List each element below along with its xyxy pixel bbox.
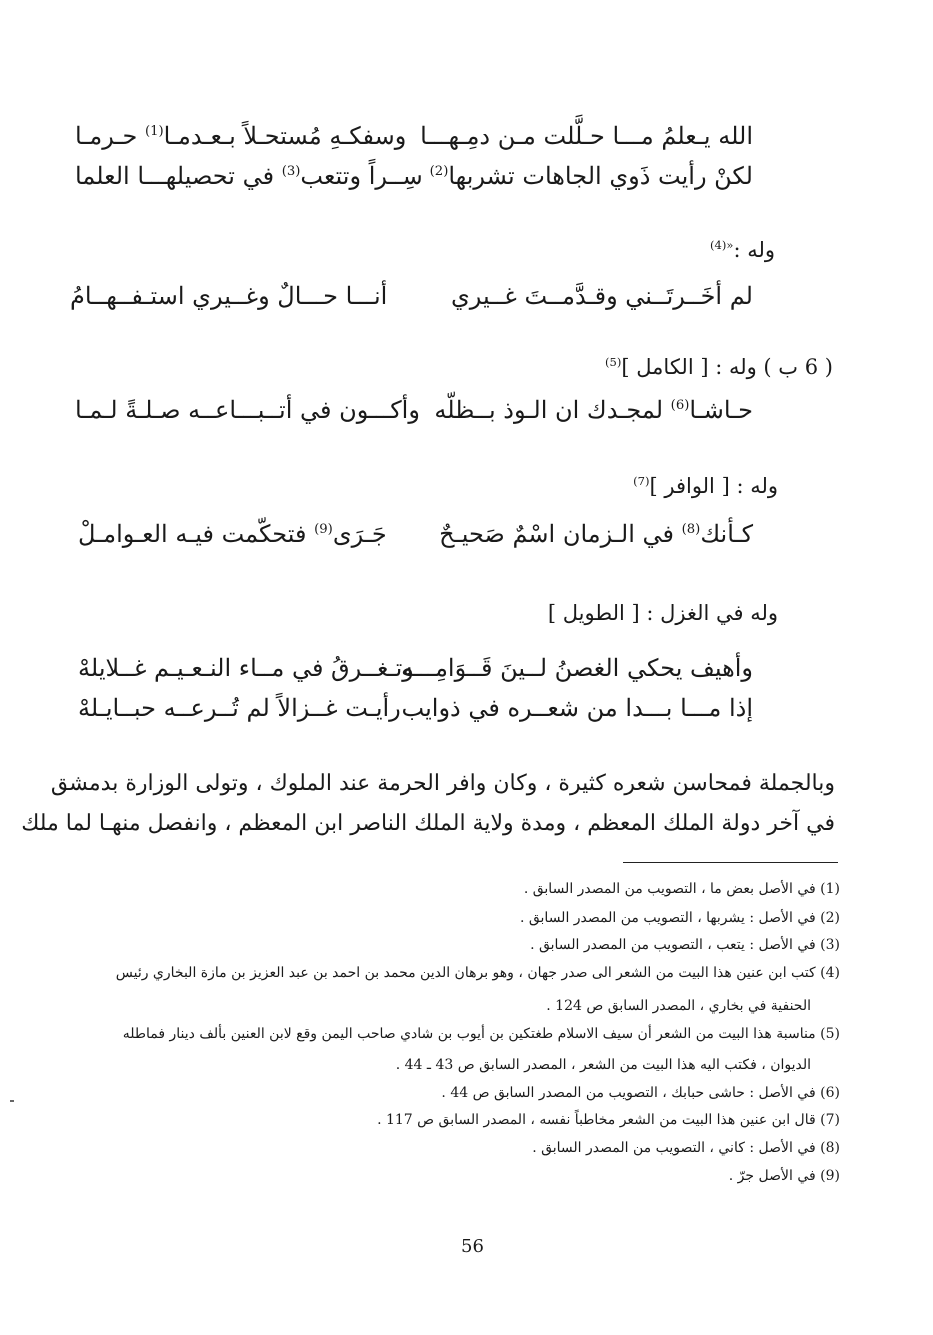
footnote-4: (4) كتب ابن عنين هذا البيت من الشعر الى صدر جهان ، وهو برهان الدين محمد بن احمد بن عبد العزيز بن مازة البخاري رئيس <box>115 965 840 981</box>
verse-6-left: وتـغــرقُ في مــاء النـعـيـم غــلايلهْ <box>78 654 414 682</box>
verse-7-left: رأيـت غــزالاً لم تُــرعــه حبــايـلهْ <box>78 694 401 722</box>
verse-3-left: أنـــا حـــالٌ وغــيري استـفــهــامُ <box>70 282 388 310</box>
verse-6-right: وأهيف يحكي الغصنُ لــينَ قَــوَامِـــه <box>401 654 753 682</box>
footnote-ref: (1) <box>144 124 164 139</box>
verse-1-left: وسفكـهِ مُستحـلاً بـعـدمـا$^{(1)}$ حـرمـا <box>75 122 407 150</box>
footnote-1: (1) في الأصل بعض ما ، التصويب من المصدر السابق . <box>523 881 840 897</box>
verse-5-right: كـأنك$^{(8)}$ في الـزمان اسْمٌ صَحيـحٌ <box>439 520 753 548</box>
scan-speck <box>10 1100 14 1102</box>
footnote-ref: (2) <box>429 164 449 179</box>
footnote-ref: «(4) <box>709 238 734 252</box>
poem-heading: ( 6 ب ) وله : [ الكامل ]$^{(5)}$ <box>605 355 833 379</box>
footnote-4-cont: الحنفية في بخاري ، المصدر السابق ص 124 . <box>546 998 811 1014</box>
footnote-3: (3) في الأصل : يتعب ، التصويب من المصدر السابق . <box>530 937 840 953</box>
footnote-8: (8) في الأصل : كاني ، التصويب من المصدر السابق . <box>532 1140 840 1156</box>
poem-heading: وله : [ الوافر ]$^{(7)}$ <box>633 474 778 498</box>
verse-7-right: إذا مـــا بـــدا من شعــره في ذوايب <box>401 694 753 722</box>
footnote-7: (7) قال ابن عنين هذا البيت من الشعر مخاطباً نفسه ، المصدر السابق ص 117 . <box>377 1112 840 1128</box>
verse-1-right: الله يـعلمُ مـــا حـلَّلت مـن دمِـهـــا <box>420 122 753 150</box>
footnote-ref: (3) <box>281 164 301 179</box>
footnote-ref: (6) <box>670 398 690 413</box>
footnote-ref: (9) <box>314 522 333 537</box>
footnote-9: (9) في الأصل جرّ . <box>728 1168 840 1184</box>
footnote-5: (5) مناسبة هذا البيت من الشعر أن سيف الاسلام طغتكين بن أيوب بن شادي صاحب اليمن وقع لابن العنين بألف دينار فماطله <box>122 1026 840 1042</box>
prose-line-2: في آخر دولة الملك المعظم ، ومدة ولاية الملك الناصر ابن المعظم ، وانفصل منهـا لما ملك <box>21 811 835 836</box>
footnote-ref: (5) <box>605 355 622 369</box>
verse-2-right: لكنْ رأيت ذَوي الجاهات تشربها$^{(2)}$ <box>429 162 753 190</box>
poem-heading: وله :$^{«(4)}$ <box>709 238 775 262</box>
page-number: 56 <box>461 1236 484 1257</box>
footnote-ref: (8) <box>681 522 701 537</box>
verse-5-left: جَـرَى$^{(9)}$ فتحكّمت فيـه العـوامـلْ <box>78 520 387 548</box>
footnote-6: (6) في الأصل : حاشى حبابك ، التصويب من المصدر السابق ص 44 . <box>441 1085 840 1101</box>
footnote-2: (2) في الأصل : يشربها ، التصويب من المصدر السابق . <box>519 910 840 926</box>
footnote-ref: (7) <box>633 474 650 488</box>
prose-line-1: وبالجملة فمحاسن شعره كثيرة ، وكان وافر الحرمة عند الملوك ، وتولى الوزارة بدمشق <box>50 771 835 796</box>
poem-heading: وله في الغزل : [ الطويل ] <box>547 601 778 625</box>
verse-4-right: حـاشـا$^{(6)}$ لمجـدك ان الـوذ بــظلّه <box>434 396 753 424</box>
verse-3-right: لم أخَــرتَــني وقـدَّمــتَ غــيري <box>450 282 753 310</box>
verse-2-left: سِــراً وتتعب$^{(3)}$ في تحصيلهـــا العلما <box>75 162 423 190</box>
verse-4-left: وأكـــون في أتــبـــاعــه صـلـةً لـمـا <box>75 396 420 424</box>
footnote-divider <box>623 862 838 863</box>
footnote-5-cont: الديوان ، فكتب اليه هذا البيت من الشعر ، المصدر السابق ص 43 ـ 44 . <box>395 1057 811 1073</box>
